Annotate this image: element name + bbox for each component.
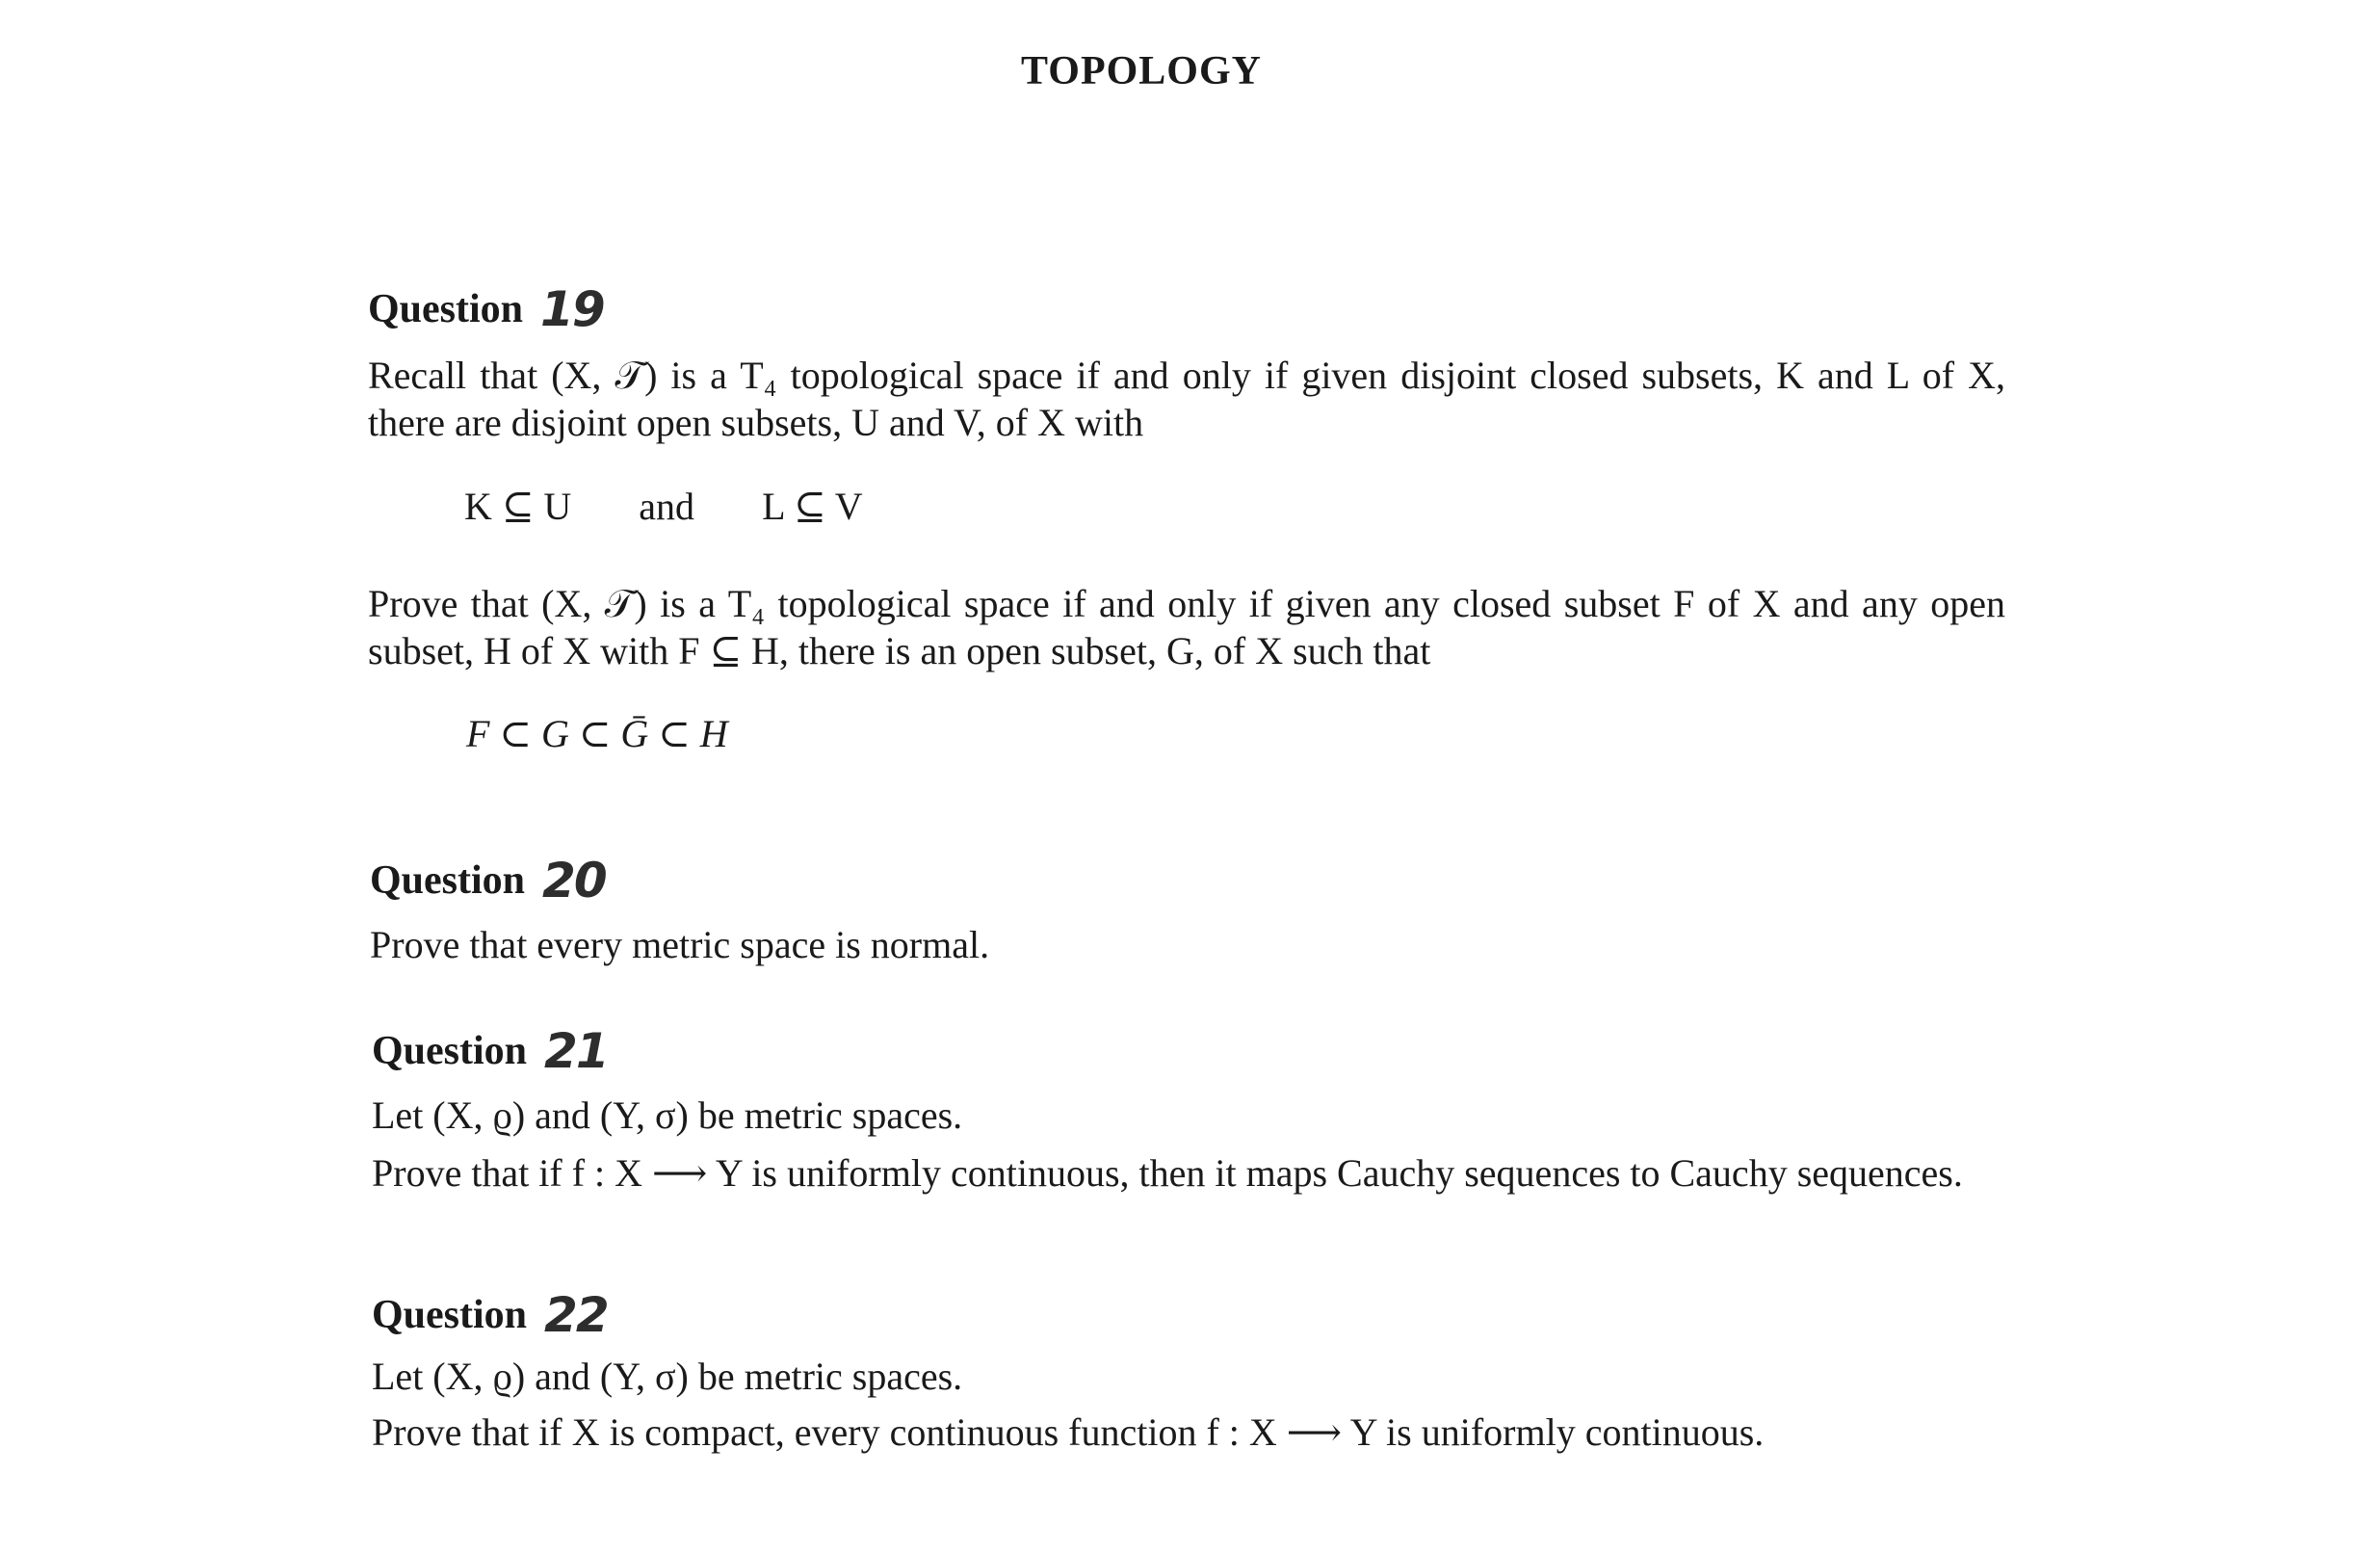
question-22-text-1: Let (X, ϱ) and (Y, σ) be metric spaces. [372,1355,963,1398]
handwritten-question-number: 19 [540,281,604,337]
handwritten-question-number: 21 [544,1023,608,1079]
question-22-text-2: Prove that if X is compact, every continuous function f : X ⟶ Y is uniformly continuous. [372,1410,1765,1454]
question-20-heading [370,853,606,909]
handwritten-question-number: 20 [542,853,606,909]
question-19-text-1: Recall that (X, 𝒯) is a T₄ topological space if and only if given disjoint closed subsets, K and L of X, there are disjoint open subsets, U and V, of X with [368,354,2005,444]
question-21-text-1: Let (X, ϱ) and (Y, σ) be metric spaces. [372,1093,963,1137]
question-20-text: Prove that every metric space is normal. [370,923,990,966]
question-label: Question [368,287,524,331]
subset-display-1 [464,484,863,529]
display-and: and [639,485,695,528]
question-19-text-2: Prove that (X, 𝒯) is a T₄ topological space if and only if given any closed subset F of X and any open subset, H of X with F ⊆ H, there is an open subset, G, of X such that [368,582,2005,672]
display-left: K ⊆ U [464,485,572,528]
page-title: TOPOLOGY [1021,49,1262,93]
question-21-text-2: Prove that if f : X ⟶ Y is uniformly continuous, then it maps Cauchy sequences to Cauchy sequences. [372,1151,1963,1195]
question-19-heading [368,281,604,337]
question-22-heading [372,1287,608,1343]
handwritten-question-number: 22 [544,1287,608,1343]
question-label: Question [372,1029,528,1073]
question-21-heading [372,1023,608,1079]
display-right: L ⊆ V [762,485,863,528]
question-label: Question [372,1293,528,1337]
question-label: Question [370,858,526,903]
subset-chain-display: F ⊂ G ⊂ Ḡ ⊂ H [466,712,728,755]
